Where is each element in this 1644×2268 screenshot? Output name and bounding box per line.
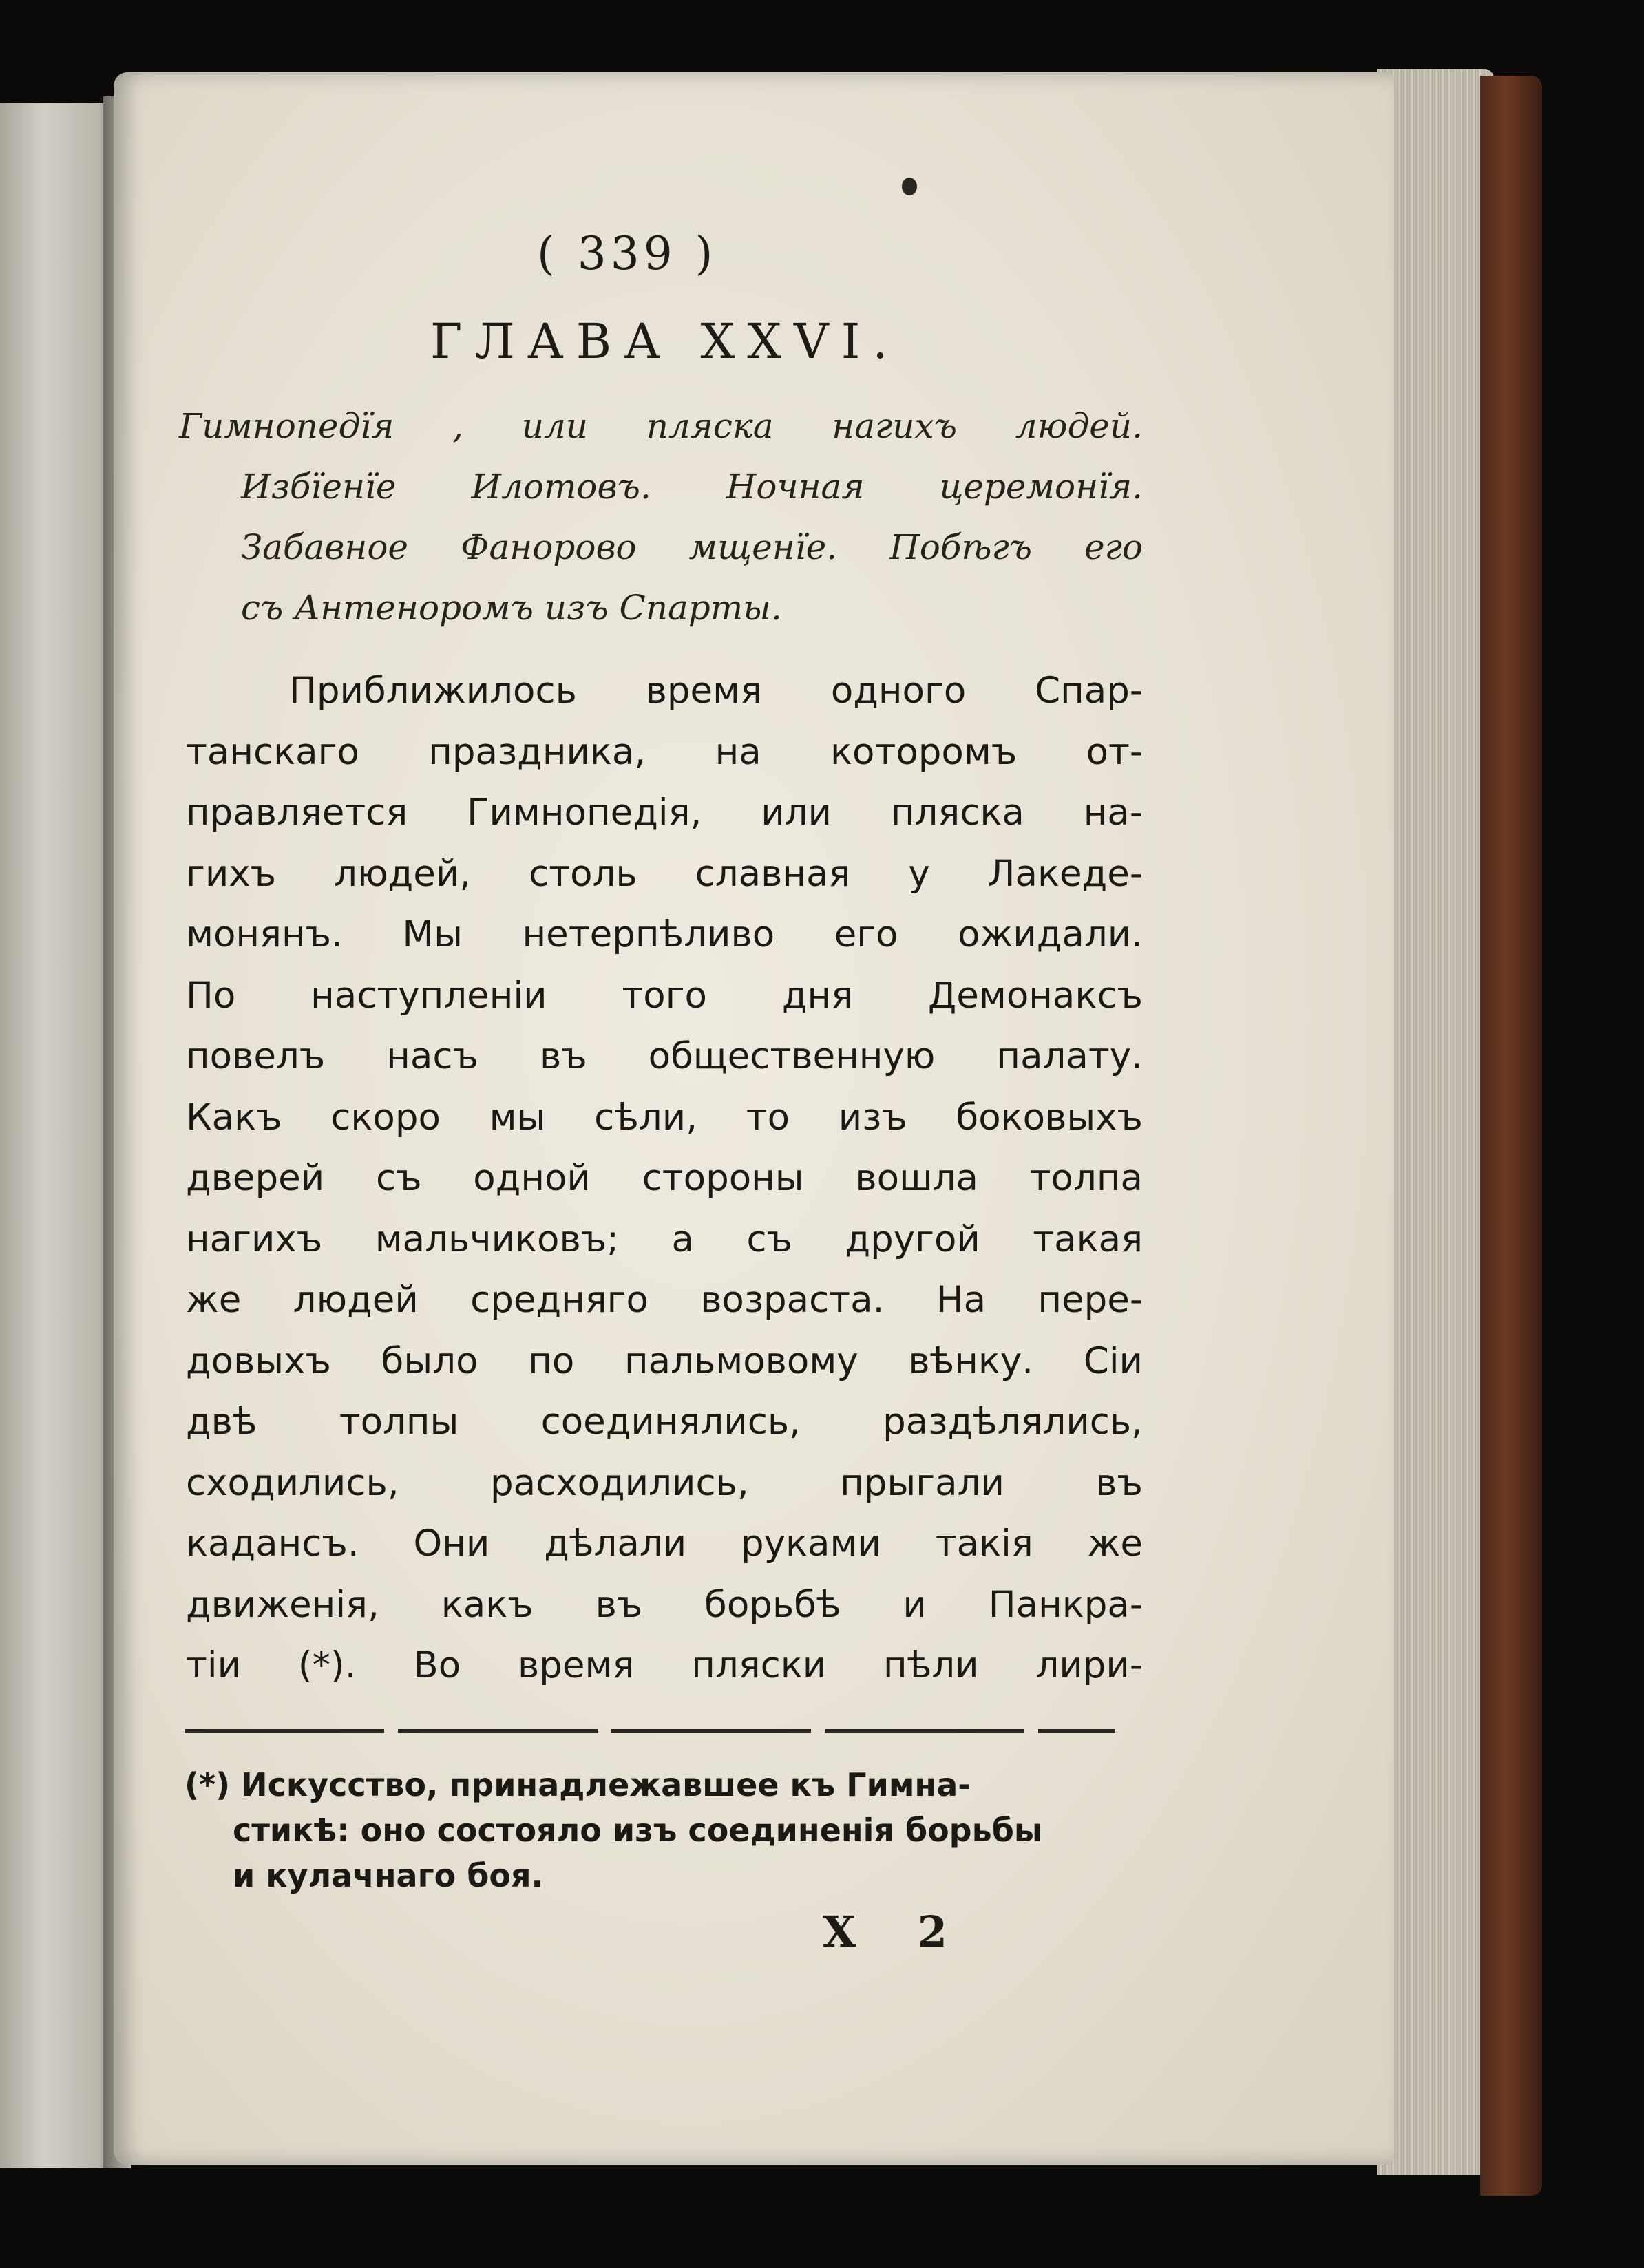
footnote-line: стикѣ: оно состояло изъ соединенія борьбы	[233, 1812, 1043, 1849]
body-line: двѣ толпы соединялись, раздѣлялись,	[186, 1401, 1143, 1443]
footnote	[185, 1762, 1148, 1898]
left-page-edge	[0, 103, 110, 2168]
signature-mark: X 2	[823, 1907, 971, 1957]
summary-line: Забавное Фанорово мщенїе. Побѣгъ его	[241, 527, 1143, 567]
body-line: движенія, какъ въ борьбѣ и Панкра-	[186, 1583, 1143, 1626]
body-line: По наступленіи того дня Демонаксъ	[186, 974, 1143, 1017]
body-line: Какъ скоро мы сѣли, то изъ боковыхъ	[186, 1096, 1143, 1138]
page-number: ( 339 )	[537, 227, 717, 280]
chapter-heading: ГЛАВА XXVI.	[430, 313, 900, 370]
body-line: дверей съ одной стороны вошла толпа	[186, 1157, 1143, 1199]
page-edges	[1377, 69, 1494, 2175]
body-line: гихъ людей, столь славная у Лакеде-	[186, 852, 1143, 895]
footnote-line: и кулачнаго боя.	[233, 1857, 543, 1894]
body-line: же людей средняго возраста. На пере-	[186, 1279, 1143, 1321]
body-line: повелъ насъ въ общественную палату.	[186, 1035, 1143, 1077]
body-line: монянъ. Мы нетерпѣливо его ожидали.	[186, 913, 1143, 955]
body-line: сходились, расходились, прыгали въ	[186, 1461, 1143, 1504]
body-line: танскаго праздника, на которомъ от-	[186, 730, 1143, 773]
body-line: довыхъ было по пальмовому вѣнку. Сіи	[186, 1339, 1143, 1382]
body-line: нагихъ мальчиковъ; а съ другой такая	[186, 1218, 1143, 1260]
chapter-summary	[179, 396, 1143, 638]
footnote-line: (*) Искусство, принадлежавшее къ Гимна-	[185, 1766, 971, 1803]
body-line: тіи (*). Во время пляски пѣли лири-	[186, 1644, 1143, 1686]
summary-line: Гимнопедїя , или пляска нагихъ людей.	[179, 406, 1143, 446]
ink-spot	[902, 178, 917, 195]
body-line: правляется Гимнопедія, или пляска на-	[186, 792, 1143, 834]
book-cover-edge	[1480, 76, 1542, 2196]
body-text	[186, 661, 1143, 1697]
summary-line: Избїенїе Илотовъ. Ночная церемонїя.	[241, 467, 1143, 507]
body-line: Приближилось время одного Спар-	[289, 670, 1143, 712]
footnote-rule	[185, 1729, 1115, 1733]
summary-line: съ Антеноромъ изъ Спарты.	[241, 588, 782, 628]
body-line: кадансъ. Они дѣлали руками такія же	[186, 1523, 1143, 1565]
